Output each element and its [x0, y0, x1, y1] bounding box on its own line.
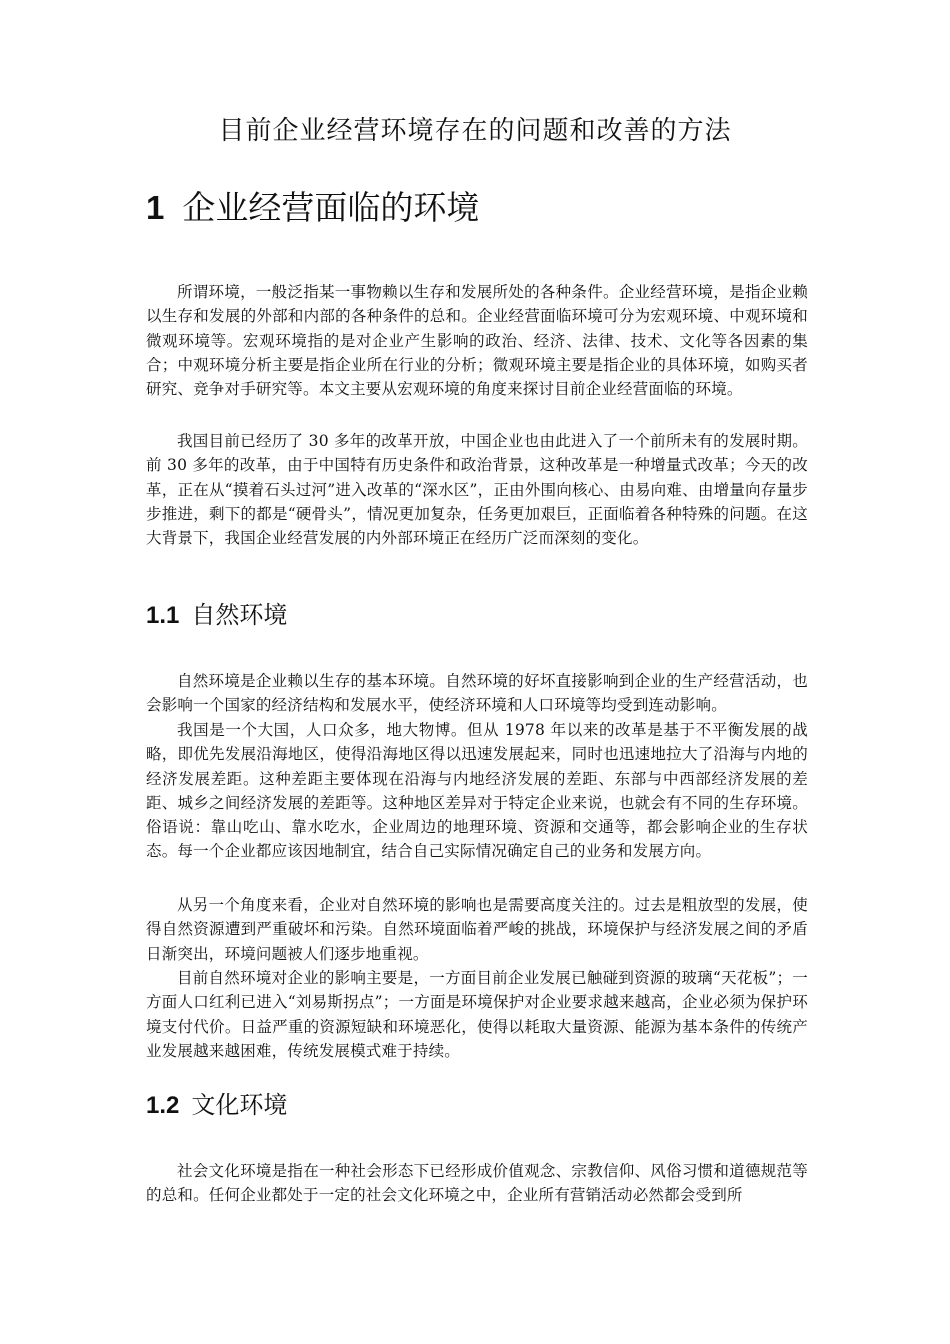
paragraph: 所谓环境，一般泛指某一事物赖以生存和发展所处的各种条件。企业经营环境，是指企业赖以生存和发展的外部和内部的各种条件的总和。企业经营面临环境可分为宏观环境、中观环境和微观环境等。宏观环境指的是对企业产生影响的政治、经济、法律、技术、文化等各因素的集合；中观环境分析主要是指企业所在行业的分析；微观环境主要是指企业的具体环境，如购买者研究、竞争对手研究等。本文主要从宏观环境的角度来探讨目前企业经营面临的环境。 [146, 283, 808, 399]
section-number: 1.2 [146, 1092, 180, 1119]
section-number: 1 [146, 189, 165, 226]
section-title: 自然环境 [191, 601, 288, 629]
paragraph: 目前自然环境对企业的影响主要是，一方面目前企业发展已触碰到资源的玻璃“天花板”；一方面人口红利已进入“刘易斯拐点”；一方面是环境保护对企业要求越来越高，企业必须为保护环境支付代价。日益严重的资源短缺和环境恶化，使得以耗取大量资源、能源为基本条件的传统产业发展越来越困难，传统发展模式难于持续。 [146, 969, 808, 1060]
section-title: 企业经营面临的环境 [182, 188, 480, 227]
section-heading-1-1 [146, 598, 287, 633]
section-title: 文化环境 [191, 1091, 288, 1119]
paragraph: 我国目前已经历了 30 多年的改革开放，中国企业也由此进入了一个前所未有的发展时期。前 30 多年的改革，由于中国特有历史条件和政治背景，这种改革是一种增量式改革；今天的改革，正在从“摸着石头过河”进入改革的“深水区”，正由外围向核心、由易向难、由增量向存量步步推进，剩下的都是“硬骨头”，情况更加复杂，任务更加艰巨，正面临着各种特殊的问题。在这大背景下，我国企业经营发展的内外部环境正在经历广泛而深刻的变化。 [146, 432, 808, 548]
paragraph: 自然环境是企业赖以生存的基本环境。自然环境的好坏直接影响到企业的生产经营活动，也会影响一个国家的经济结构和发展水平，使经济环境和人口环境等均受到连动影响。 [146, 672, 808, 715]
section-number: 1.1 [146, 602, 180, 629]
paragraph: 从另一个角度来看，企业对自然环境的影响也是需要高度关注的。过去是粗放型的发展，使得自然资源遭到严重破坏和污染。自然环境面临着严峻的挑战，环境保护与经济发展之间的矛盾日渐突出，环境问题被人们逐步地重视。 [146, 896, 808, 963]
section-heading-1-2 [146, 1088, 287, 1123]
section-heading-1 [146, 186, 479, 230]
paragraph: 社会文化环境是指在一种社会形态下已经形成价值观念、宗教信仰、风俗习惯和道德规范等的总和。任何企业都处于一定的社会文化环境之中，企业所有营销活动必然都会受到所 [146, 1162, 808, 1205]
document-title: 目前企业经营环境存在的问题和改善的方法 [218, 116, 732, 146]
paragraph: 我国是一个大国，人口众多，地大物博。但从 1978 年以来的改革是基于不平衡发展的战略，即优先发展沿海地区，使得沿海地区得以迅速发展起来，同时也迅速地拉大了沿海与内地的经济发展差距。这种差距主要体现在沿海与内地经济发展的差距、东部与中西部经济发展的差距、城乡之间经济发展的差距等。这种地区差异对于特定企业来说，也就会有不同的生存环境。俗语说：靠山吃山、靠水吃水，企业周边的地理环境、资源和交通等，都会影响企业的生存状态。每一个企业都应该因地制宜，结合自己实际情况确定自己的业务和发展方向。 [146, 721, 808, 861]
